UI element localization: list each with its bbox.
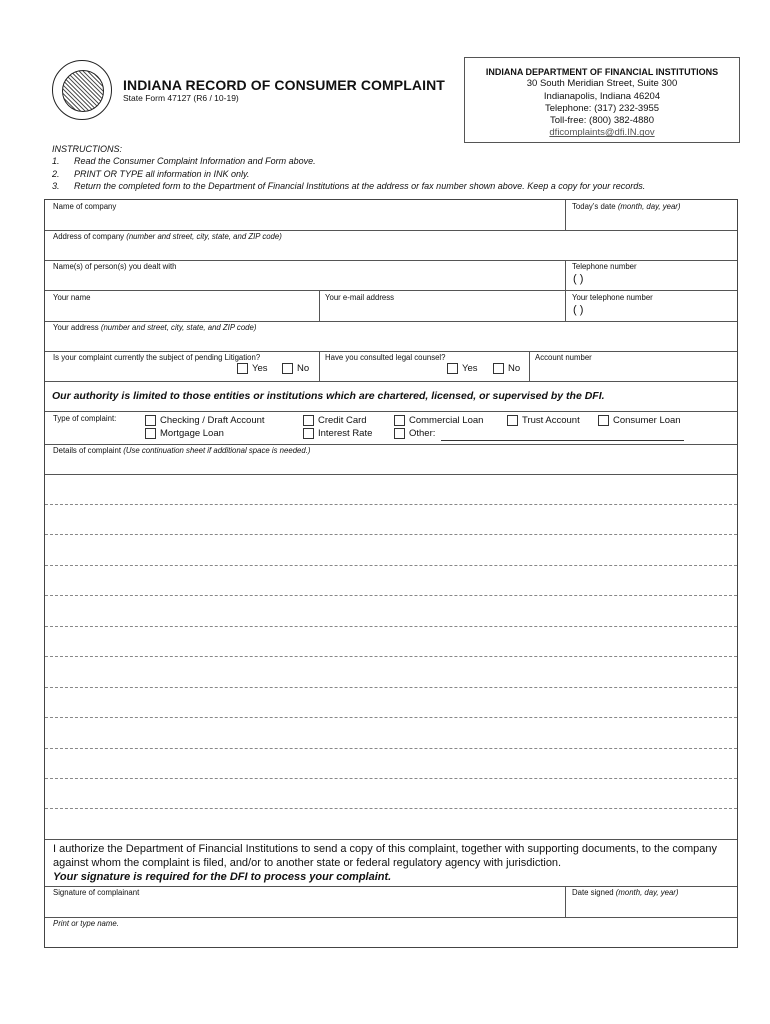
- form-title: INDIANA RECORD OF CONSUMER COMPLAINT: [123, 77, 445, 93]
- checking-account-checkbox[interactable]: [145, 415, 156, 426]
- interest-rate-checkbox[interactable]: [303, 428, 314, 439]
- litigation-yes-label: Yes: [252, 363, 268, 374]
- persons-dealt-label: Name(s) of person(s) you dealt with: [53, 262, 177, 271]
- details-label: Details of complaint (Use continuation sheet if additional space is needed.): [53, 446, 311, 455]
- counsel-question: Have you consulted legal counsel?: [325, 353, 446, 362]
- signature-required-note: Your signature is required for the DFI to process your complaint.: [53, 871, 392, 883]
- instruction-number: 2.: [52, 168, 60, 179]
- trust-account-checkbox[interactable]: [507, 415, 518, 426]
- counsel-yes-label: Yes: [462, 363, 478, 374]
- commercial-loan-checkbox[interactable]: [394, 415, 405, 426]
- state-seal-icon: [52, 60, 112, 120]
- print-name-label: Print or type name.: [53, 919, 119, 928]
- litigation-question: Is your complaint currently the subject of pending Litigation?: [53, 353, 261, 362]
- instructions-heading: INSTRUCTIONS:: [52, 144, 123, 154]
- dfi-tollfree: Toll-free: (800) 382-4880: [549, 115, 655, 127]
- dfi-telephone: Telephone: (317) 232-3955: [544, 102, 660, 114]
- other-label: Other:: [409, 428, 436, 439]
- dfi-address-line2: Indianapolis, Indiana 46204: [543, 90, 661, 102]
- other-text-field[interactable]: [441, 440, 684, 441]
- mortgage-loan-checkbox[interactable]: [145, 428, 156, 439]
- company-address-label: Address of company (number and street, city, state, and ZIP code): [53, 232, 282, 241]
- mortgage-loan-label: Mortgage Loan: [160, 428, 224, 439]
- your-phone-area-code[interactable]: ( ): [573, 304, 584, 316]
- other-checkbox[interactable]: [394, 428, 405, 439]
- counsel-no-label: No: [508, 363, 521, 374]
- counsel-no-checkbox[interactable]: [493, 363, 504, 374]
- checking-account-label: Checking / Draft Account: [160, 415, 265, 426]
- instruction-number: 1.: [52, 156, 60, 167]
- signature-label: Signature of complainant: [53, 888, 140, 897]
- your-address-label: Your address (number and street, city, state, and ZIP code): [53, 323, 257, 332]
- litigation-no-label: No: [297, 363, 310, 374]
- interest-rate-label: Interest Rate: [318, 428, 373, 439]
- counsel-yes-checkbox[interactable]: [447, 363, 458, 374]
- dfi-email-link[interactable]: dficomplaints@dfi.IN.gov: [549, 127, 655, 139]
- dfi-address-line1: 30 South Meridian Street, Suite 300: [526, 78, 678, 90]
- your-email-label: Your e-mail address: [325, 293, 395, 302]
- authorization-statement: [53, 842, 723, 884]
- credit-card-checkbox[interactable]: [303, 415, 314, 426]
- your-telephone-label: Your telephone number: [572, 293, 653, 302]
- complaint-form: [44, 199, 738, 948]
- commercial-loan-label: Commercial Loan: [409, 415, 484, 426]
- consumer-loan-label: Consumer Loan: [613, 415, 681, 426]
- instructions: [52, 143, 645, 192]
- instruction-text: PRINT OR TYPE all information in INK only.: [74, 168, 250, 179]
- instruction-text: Return the completed form to the Department of Financial Institutions at the address or fax number shown above. Keep a copy for your records.: [74, 180, 646, 191]
- your-name-label: Your name: [53, 293, 91, 302]
- authorization-text: I authorize the Department of Financial Institutions to send a copy of this complaint, together with supporting documents, to the company against whom the complaint is filed, and/or to another state or federal regulatory agency with jurisdiction.: [53, 843, 718, 869]
- todays-date-label: Today’s date (month, day, year): [572, 202, 681, 211]
- state-form-number: State Form 47127 (R6 / 10-19): [123, 93, 239, 103]
- telephone-number-label: Telephone number: [572, 262, 637, 271]
- date-signed-label: Date signed (month, day, year): [572, 888, 679, 897]
- dfi-contact-box: [464, 57, 740, 143]
- authority-statement: Our authority is limited to those entities or institutions which are chartered, licensed, or supervised by the DFI.: [52, 390, 605, 402]
- credit-card-label: Credit Card: [318, 415, 367, 426]
- company-name-label: Name of company: [53, 202, 117, 211]
- trust-account-label: Trust Account: [522, 415, 580, 426]
- consumer-loan-checkbox[interactable]: [598, 415, 609, 426]
- litigation-yes-checkbox[interactable]: [237, 363, 248, 374]
- litigation-no-checkbox[interactable]: [282, 363, 293, 374]
- complaint-type-label: Type of complaint:: [53, 414, 117, 423]
- dfi-org-name: INDIANA DEPARTMENT OF FINANCIAL INSTITUTIONS: [485, 67, 719, 77]
- company-phone-area-code[interactable]: ( ): [573, 273, 584, 285]
- instruction-text: Read the Consumer Complaint Information and Form above.: [74, 156, 316, 167]
- account-number-label: Account number: [535, 353, 592, 362]
- instruction-number: 3.: [52, 180, 60, 191]
